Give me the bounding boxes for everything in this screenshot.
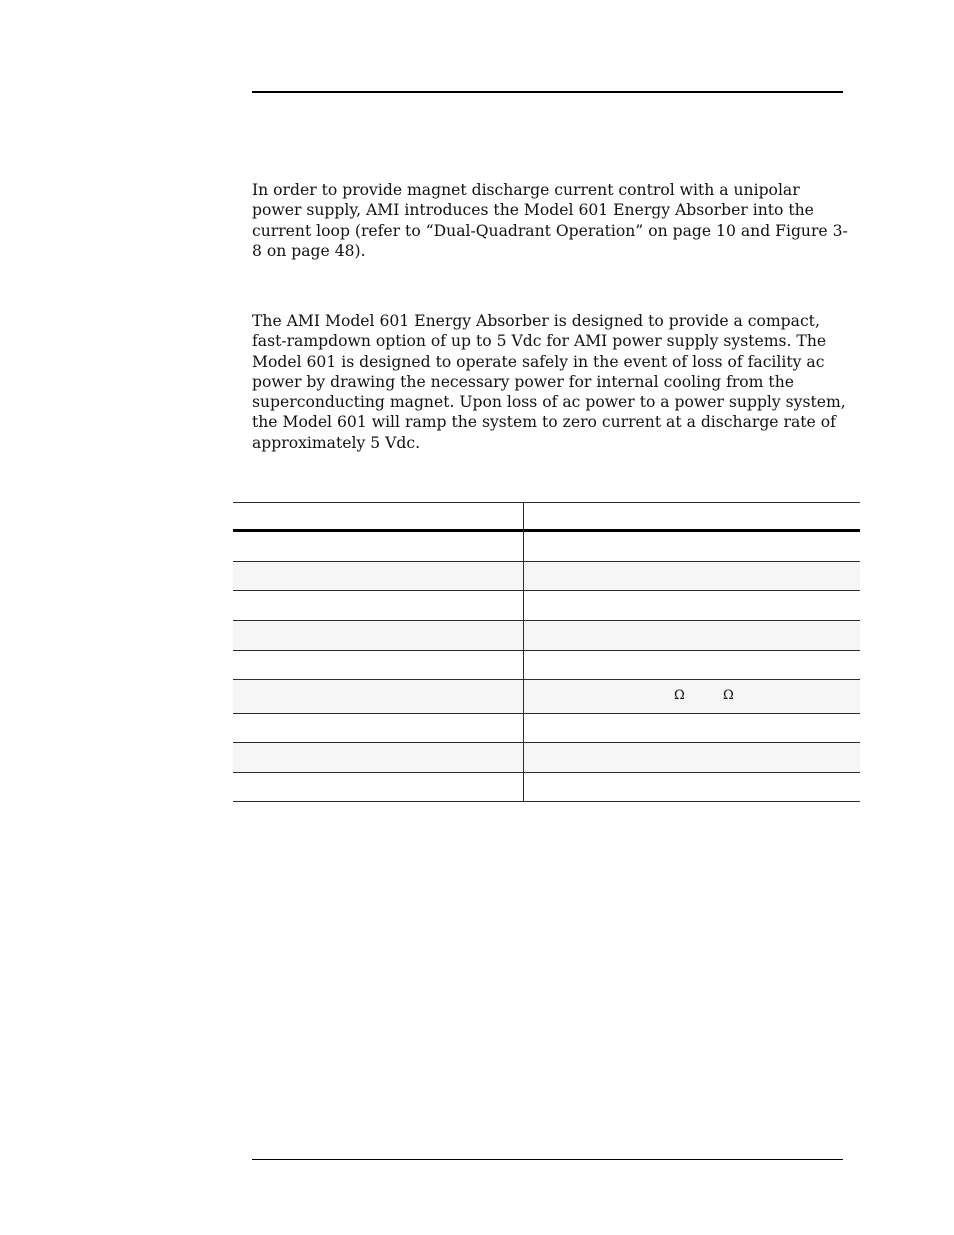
description-line: superconducting magnet. Upon loss of ac power to a power supply system, <box>252 393 846 412</box>
table-row <box>233 621 860 651</box>
table-column-divider <box>523 502 524 802</box>
table-row <box>233 773 860 802</box>
footer-rule <box>252 1159 843 1160</box>
intro-line: In order to provide magnet discharge current control with a unipolar <box>252 181 800 199</box>
ohm-symbol: Ω <box>723 688 734 703</box>
ohm-symbol: Ω <box>674 688 685 703</box>
header-rule <box>252 91 843 93</box>
table-header-row <box>233 502 860 532</box>
description-line: approximately 5 Vdc. <box>252 433 421 452</box>
description-line: The AMI Model 601 Energy Absorber is designed to provide a compact, <box>252 312 820 330</box>
intro-paragraph <box>252 180 848 261</box>
description-line: fast-rampdown option of up to 5 Vdc for AMI power supply systems. The <box>252 332 827 351</box>
description-line: the Model 601 will ramp the system to zero current at a discharge rate of <box>252 413 836 432</box>
table-row <box>233 591 860 621</box>
intro-line: power supply, AMI introduces the Model 601 Energy Absorber into the <box>252 201 814 220</box>
table-row <box>233 651 860 680</box>
table-row <box>233 680 860 714</box>
intro-line: current loop (refer to “Dual-Quadrant Operation” on page 10 and Figure 3- <box>252 221 848 240</box>
table-row <box>233 562 860 591</box>
intro-line: 8 on page 48). <box>252 241 366 260</box>
table-row <box>233 532 860 562</box>
table-row <box>233 714 860 743</box>
description-line: power by drawing the necessary power for internal cooling from the <box>252 372 794 391</box>
table-row <box>233 743 860 773</box>
description-line: Model 601 is designed to operate safely in the event of loss of facility ac <box>252 352 825 371</box>
description-paragraph <box>252 311 844 453</box>
